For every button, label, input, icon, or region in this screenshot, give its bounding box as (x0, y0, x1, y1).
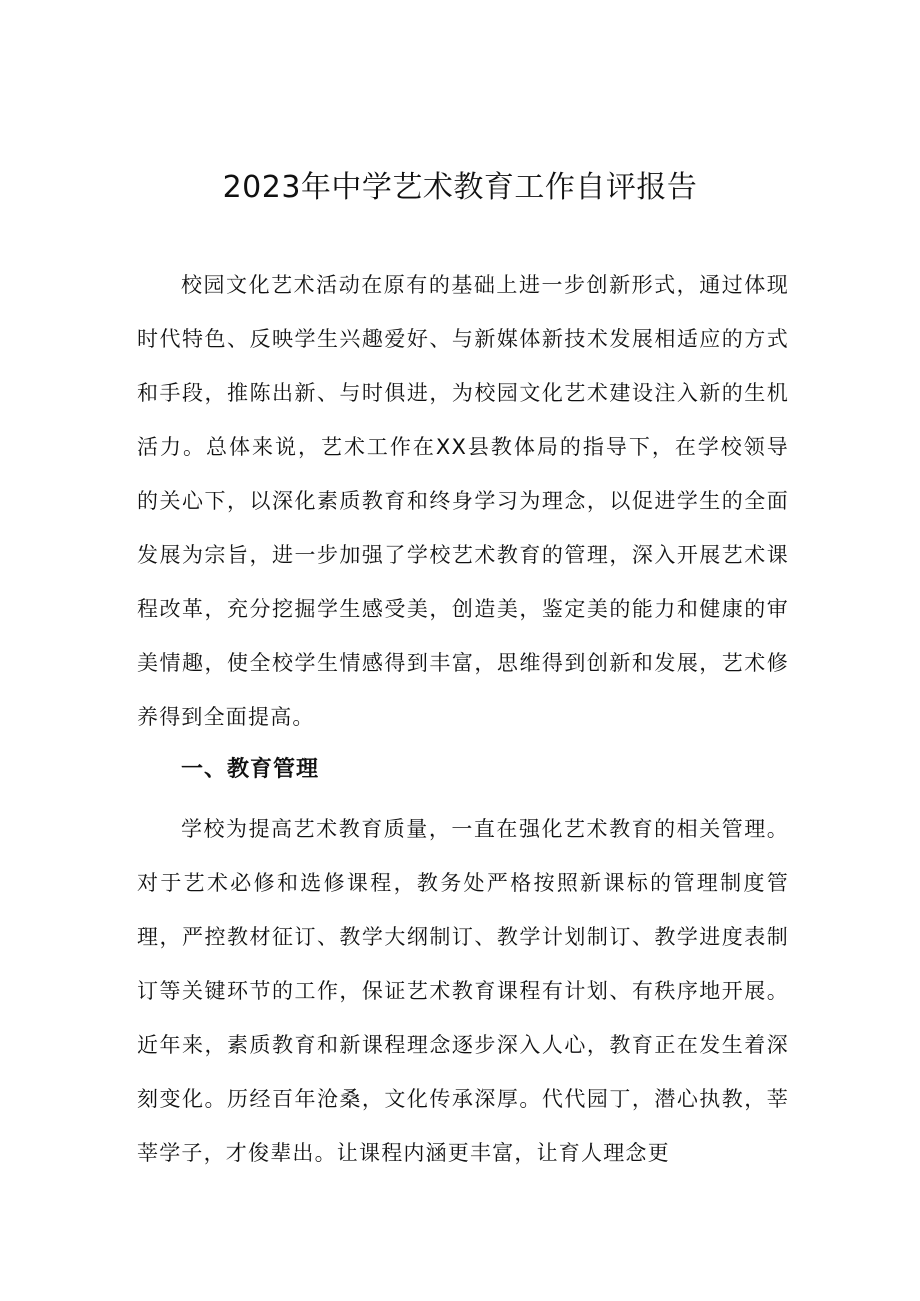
paragraph-intro: 校园文化艺术活动在原有的基础上进一步创新形式，通过体现时代特色、反映学生兴趣爱好、与新媒体新技术发展相适应的方式和手段，推陈出新、与时俱进，为校园文化艺术建设注入新的生机活力。总体来说，艺术工作在XX县教体局的指导下，在学校领导的关心下，以深化素质教育和终身学习为理念，以促进学生的全面发展为宗旨，进一步加强了学校艺术教育的管理，深入开展艺术课程改革，充分挖掘学生感受美，创造美，鉴定美的能力和健康的审美情趣，使全校学生情感得到丰富，思维得到创新和发展，艺术修养得到全面提高。 (137, 273, 789, 729)
section-heading-education-management: 一、教育管理 (181, 757, 320, 782)
paragraph-education-management: 学校为提高艺术教育质量，一直在强化艺术教育的相关管理。对于艺术必修和选修课程，教务处严格按照新课标的管理制度管理，严控教材征订、教学大纲制订、教学计划制订、教学进度表制订等关键环节的工作，保证艺术教育课程有计划、有秩序地开展。近年来，素质教育和新课程理念逐步深入人心，教育正在发生着深刻变化。历经百年沧桑，文化传承深厚。代代园丁，潜心执教，莘莘学子，才俊辈出。让课程内涵更丰富，让育人理念更 (137, 817, 789, 1165)
document-title: 2023年中学艺术教育工作自评报告 (222, 170, 698, 205)
